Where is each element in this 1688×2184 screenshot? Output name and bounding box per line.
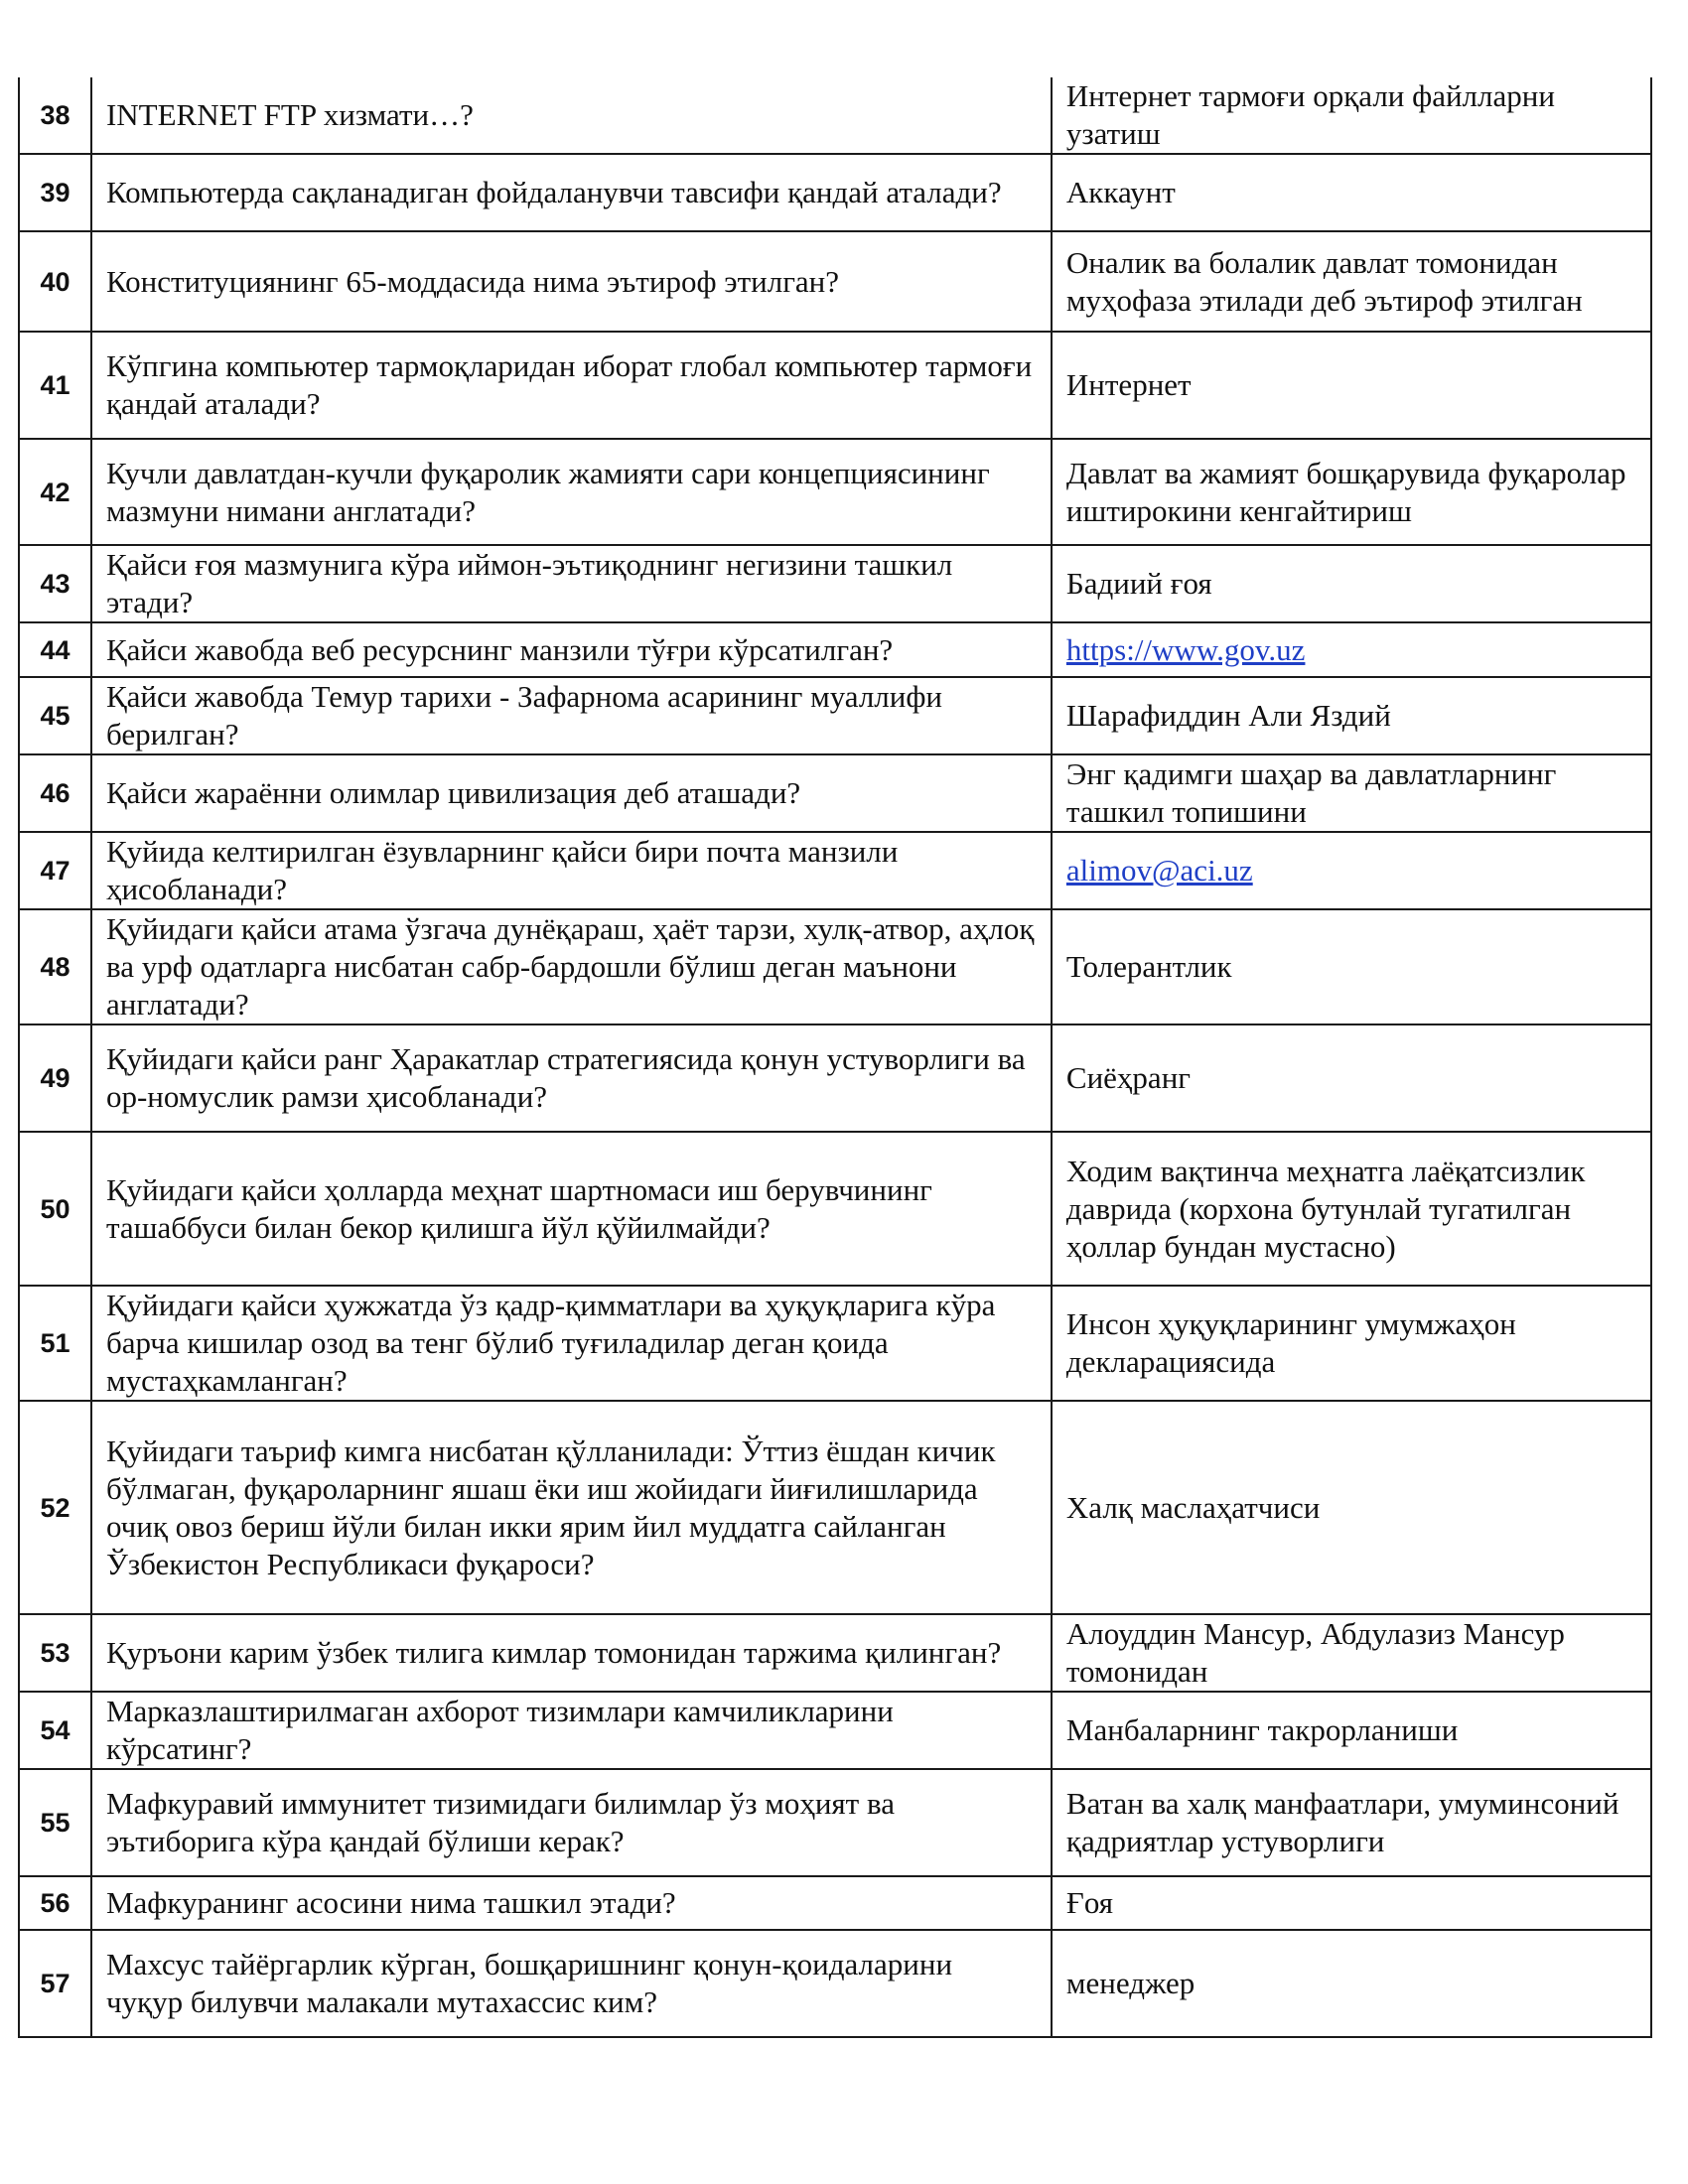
question-number: 50	[19, 1132, 91, 1286]
question-text: Марказлаштирилмаган ахборот тизимлари камчиликларини кўрсатинг?	[91, 1692, 1052, 1769]
table-row	[19, 1876, 1651, 1930]
table-row	[19, 909, 1651, 1024]
answer-cell	[1052, 1286, 1651, 1401]
answer-text: Халқ маслаҳатчиси	[1065, 1489, 1321, 1525]
question-number: 55	[19, 1769, 91, 1876]
question-text: Қайси жараённи олимлар цивилизация деб аташади?	[91, 754, 1052, 832]
question-text: Мафкуравий иммунитет тизимидаги билимлар ўз моҳият ва эътиборига кўра қандай бўлиши керак?	[91, 1769, 1052, 1876]
table-row	[19, 545, 1651, 622]
question-number: 46	[19, 754, 91, 832]
table-row	[19, 1692, 1651, 1769]
answer-cell	[1052, 231, 1651, 332]
question-text: Махсус тайёргарлик кўрган, бошқаришнинг қонун-қоидаларини чуқур билувчи малакали мутахассис ким?	[91, 1930, 1052, 2037]
table-row	[19, 439, 1651, 545]
answer-cell	[1052, 754, 1651, 832]
question-number: 49	[19, 1024, 91, 1132]
question-text: Қуйидаги қайси ҳолларда меҳнат шартномаси иш берувчининг ташаббуси билан бекор қилишга йўл қўйилмайди?	[91, 1132, 1052, 1286]
question-text: Қайси жавобда веб ресурснинг манзили тўғри кўрсатилган?	[91, 622, 1052, 677]
answer-text: Ходим вақтинча меҳнатга лаёқатсизлик даврида (корхона бутунлай тугатилган ҳоллар бундан мустасно)	[1065, 1153, 1586, 1264]
answer-cell	[1052, 909, 1651, 1024]
question-text: Қуръони карим ўзбек тилига кимлар томонидан таржима қилинган?	[91, 1614, 1052, 1692]
answer-text: Манбаларнинг такрорланиши	[1065, 1712, 1459, 1747]
answer-link[interactable]: alimov@aci.uz	[1065, 853, 1253, 887]
question-number: 39	[19, 154, 91, 231]
question-text: Қайси ғоя мазмунига кўра иймон-эътиқоднинг негизини ташкил этади?	[91, 545, 1052, 622]
table-row	[19, 832, 1651, 909]
answer-text: Оналик ва болалик давлат томонидан муҳофаза этилади деб эътироф этилган	[1065, 244, 1583, 318]
answer-link[interactable]: https://www.gov.uz	[1065, 631, 1306, 667]
question-number: 53	[19, 1614, 91, 1692]
question-number: 56	[19, 1876, 91, 1930]
answer-cell	[1052, 832, 1651, 909]
table-row	[19, 231, 1651, 332]
table-row	[19, 154, 1651, 231]
answer-cell	[1052, 677, 1651, 754]
question-text: Қуйидаги қайси ранг Ҳаракатлар стратегиясида қонун устуворлиги ва ор-номуслик рамзи ҳисобланади?	[91, 1024, 1052, 1132]
answer-text: Аккаунт	[1065, 175, 1176, 209]
question-text: Кучли давлатдан-кучли фуқаролик жамияти сари концепциясининг мазмуни нимани англатади?	[91, 439, 1052, 545]
question-text: Қуйидаги таъриф кимга нисбатан қўлланилади: Ўттиз ёшдан кичик бўлмаган, фуқароларнинг яшаш ёки иш жойидаги йиғилишларида очиқ овоз бериш йўли билан икки ярим йил муддатга сайланган Ўзбекистон Республикаси фуқароси?	[91, 1401, 1052, 1614]
question-number: 51	[19, 1286, 91, 1401]
question-number: 54	[19, 1692, 91, 1769]
answer-text: менеджер	[1065, 1966, 1196, 2000]
answer-cell	[1052, 1132, 1651, 1286]
question-text: INTERNET FTP хизмати…?	[91, 77, 1052, 154]
answer-cell	[1052, 77, 1651, 154]
question-number: 52	[19, 1401, 91, 1614]
answer-text: Инсон ҳуқуқларининг умумжаҳон декларациясида	[1065, 1306, 1516, 1379]
answer-cell	[1052, 1614, 1651, 1692]
table-row	[19, 332, 1651, 439]
question-text: Қайси жавобда Темур тарихи - Зафарнома асарининг муаллифи берилган?	[91, 677, 1052, 754]
table-row	[19, 1132, 1651, 1286]
question-number: 47	[19, 832, 91, 909]
question-text: Конституциянинг 65-моддасида нима эътироф этилган?	[91, 231, 1052, 332]
question-number: 40	[19, 231, 91, 332]
answer-cell	[1052, 1769, 1651, 1876]
question-number: 41	[19, 332, 91, 439]
question-number: 48	[19, 909, 91, 1024]
question-text: Кўпгина компьютер тармоқларидан иборат глобал компьютер тармоғи қандай аталади?	[91, 332, 1052, 439]
answer-text: Алоуддин Мансур, Абдулазиз Мансур томонидан	[1065, 1616, 1565, 1689]
question-text: Компьютерда сақланадиган фойдаланувчи тавсифи қандай аталади?	[91, 154, 1052, 231]
answer-text: Ғоя	[1065, 1885, 1113, 1920]
question-number: 43	[19, 545, 91, 622]
answer-text: Сиёҳранг	[1065, 1060, 1191, 1095]
answer-cell	[1052, 154, 1651, 231]
questions-table-body	[19, 77, 1651, 2037]
table-row	[19, 677, 1651, 754]
answer-cell	[1052, 545, 1651, 622]
answer-text: Давлат ва жамият бошқарувида фуқаролар иштирокини кенгайтириш	[1065, 455, 1626, 528]
answer-cell	[1052, 1692, 1651, 1769]
table-row	[19, 1401, 1651, 1614]
question-number: 44	[19, 622, 91, 677]
table-row	[19, 622, 1651, 677]
answer-cell	[1052, 1024, 1651, 1132]
answer-cell	[1052, 1401, 1651, 1614]
answer-cell	[1052, 1876, 1651, 1930]
question-text: Қуйидаги қайси ҳужжатда ўз қадр-қимматлари ва ҳуқуқларига кўра барча кишилар озод ва тенг бўлиб туғиладилар деган қоида мустаҳкамланган?	[91, 1286, 1052, 1401]
answer-text: Интернет	[1065, 367, 1192, 402]
answer-cell	[1052, 622, 1651, 677]
questions-table	[18, 77, 1652, 2038]
table-row	[19, 1614, 1651, 1692]
question-number: 57	[19, 1930, 91, 2037]
answer-text: Энг қадимги шаҳар ва давлатларнинг ташкил топишини	[1065, 756, 1557, 829]
answer-text: Интернет тармоғи орқали файлларни узатиш	[1065, 78, 1555, 151]
answer-cell	[1052, 332, 1651, 439]
question-number: 38	[19, 77, 91, 154]
question-number: 45	[19, 677, 91, 754]
answer-text: Шарафиддин Али Яздий	[1065, 698, 1391, 733]
table-row	[19, 754, 1651, 832]
table-row	[19, 1024, 1651, 1132]
answer-text: Ватан ва халқ манфаатлари, умуминсоний қадриятлар устуворлиги	[1065, 1786, 1619, 1858]
table-row	[19, 77, 1651, 154]
table-row	[19, 1769, 1651, 1876]
question-text: Қуйидаги қайси атама ўзгача дунёқараш, ҳаёт тарзи, хулқ-атвор, аҳлоқ ва урф одатларга нисбатан сабр-бардошли бўлиш деган маънони англатади?	[91, 909, 1052, 1024]
answer-text: Бадиий ғоя	[1065, 566, 1212, 601]
answer-cell	[1052, 439, 1651, 545]
table-row	[19, 1286, 1651, 1401]
answer-text: Толерантлик	[1065, 949, 1232, 984]
table-row	[19, 1930, 1651, 2037]
question-text: Мафкуранинг асосини нима ташкил этади?	[91, 1876, 1052, 1930]
question-text: Қуйида келтирилган ёзувларнинг қайси бири почта манзили ҳисобланади?	[91, 832, 1052, 909]
question-number: 42	[19, 439, 91, 545]
answer-cell	[1052, 1930, 1651, 2037]
